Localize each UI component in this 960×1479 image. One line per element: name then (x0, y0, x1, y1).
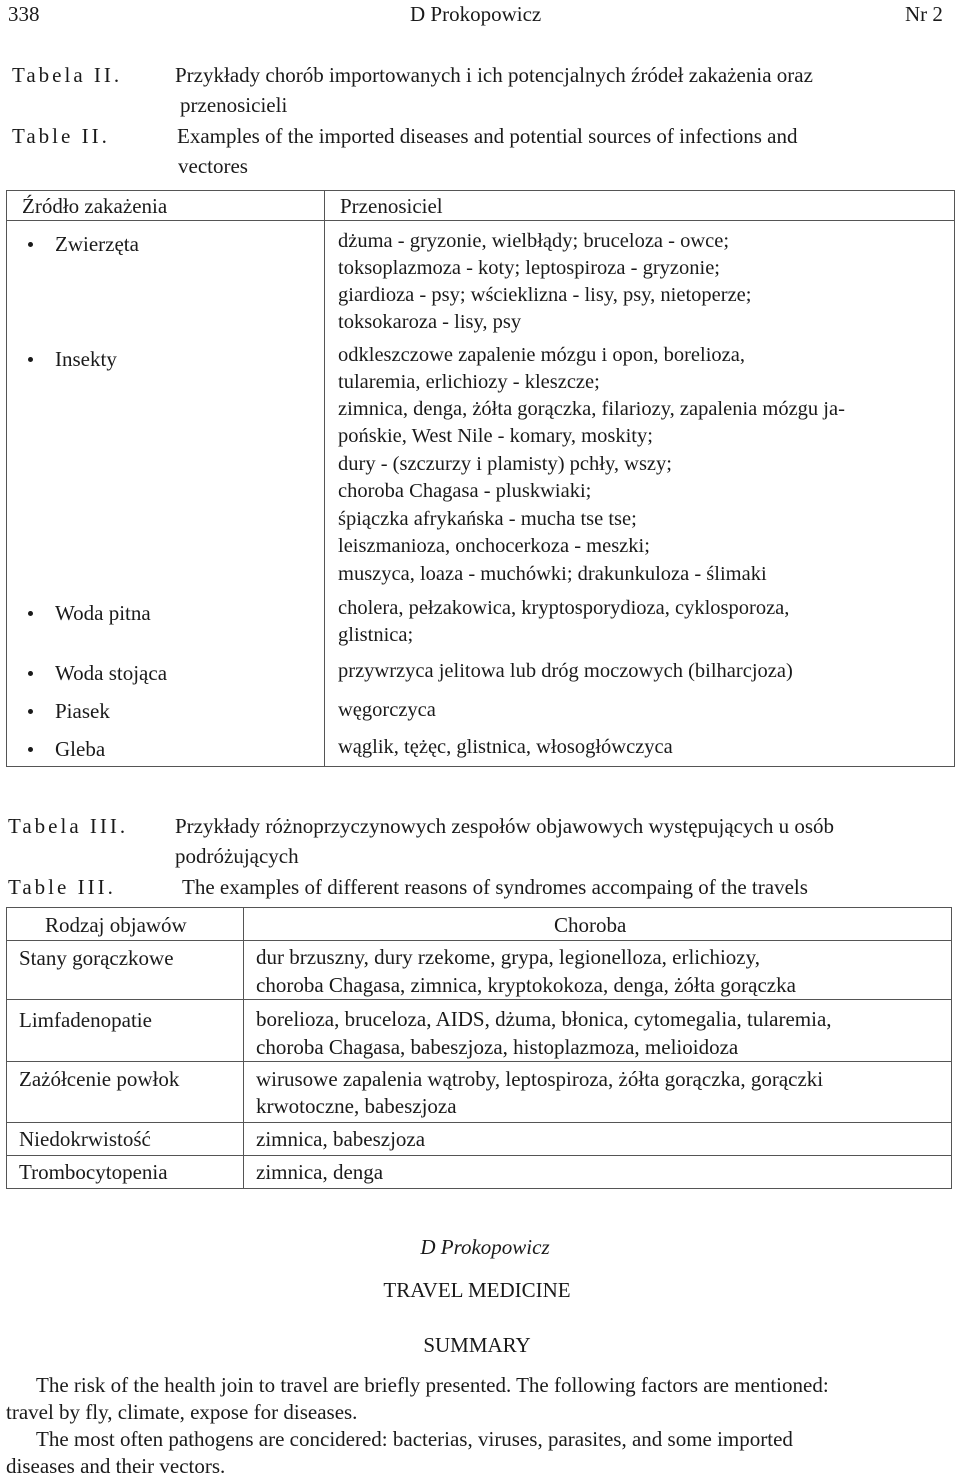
table2-vector-line: przywrzyca jelitowa lub dróg moczowych (bilharcjoza) (338, 660, 793, 682)
summary-line3: The most often pathogens are concidered: bacterias, viruses, parasites, and some imported (36, 1427, 793, 1451)
table2-vector-line: odkleszczowe zapalenie mózgu i opon, borelioza, (338, 344, 745, 366)
table3-header-symptom: Rodzaj objawów (45, 913, 187, 937)
table3-header-disease: Choroba (554, 913, 627, 937)
summary-line4: diseases and their vectors. (6, 1454, 226, 1478)
table2-vector-line: śpiączka afrykańska - mucha tse tse; (338, 508, 637, 530)
table2-source-zwierzeta: Zwierzęta (28, 232, 139, 257)
table2-vector-line: dury - (szczurzy i plamisty) pchły, wszy; (338, 453, 672, 475)
table3-disease-line: choroba Chagasa, babeszjoza, histoplazmoza, melioidoza (256, 1035, 739, 1059)
table3-symptom: Stany gorączkowe (19, 946, 174, 970)
table2-caption-pl-line2: przenosicieli (180, 93, 288, 117)
table3-disease-line: borelioza, bruceloza, AIDS, dżuma, błonica, cytomegalia, tularemia, (256, 1007, 832, 1031)
running-head-author: D Prokopowicz (410, 2, 542, 26)
table2-source-woda-stojaca: Woda stojąca (28, 661, 167, 686)
summary-line1: The risk of the health join to travel are briefly presented. The following factors are mentioned: (36, 1373, 829, 1397)
table3-disease-line: choroba Chagasa, zimnica, kryptokokoza, denga, żółta gorączka (256, 973, 796, 997)
table3-symptom: Limfadenopatie (19, 1008, 152, 1032)
table2-vector-line: węgorczyca (338, 699, 436, 721)
table2-vector-line: giardioza - psy; wścieklizna - lisy, psy, nietoperze; (338, 284, 752, 306)
table2-vector-line: leiszmanioza, onchocerkoza - meszki; (338, 535, 650, 557)
summary-title: TRAVEL MEDICINE (383, 1278, 571, 1302)
table2-caption-en-line1: Examples of the imported diseases and potential sources of infections and (177, 124, 798, 148)
table2-caption-en-line2: vectores (178, 154, 248, 178)
page-number: 338 (8, 2, 40, 26)
table3-disease-line: zimnica, babeszjoza (256, 1127, 426, 1151)
table2-vector-line: zimnica, denga, żółta gorączka, filariozy, zapalenia mózgu ja- (338, 398, 845, 420)
table2-vector-line: glistnica; (338, 624, 414, 646)
table3-symptom: Niedokrwistość (19, 1127, 151, 1151)
table2-vector-line: cholera, pełzakowica, kryptosporydioza, cyklosporoza, (338, 597, 790, 619)
table2-source-piasek: Piasek (28, 699, 110, 724)
table2-caption-pl-line1: Przykłady chorób importowanych i ich potencjalnych źródeł zakażenia oraz (175, 63, 813, 87)
table3-disease-line: zimnica, denga (256, 1160, 384, 1184)
bullet-icon (28, 747, 33, 752)
bullet-icon (28, 611, 33, 616)
table3-caption-en-label: Table III. (8, 875, 116, 899)
table3-symptom: Trombocytopenia (19, 1160, 168, 1184)
table3-caption-pl-line1: Przykłady różnoprzyczynowych zespołów objawowych występujących u osób (175, 814, 834, 838)
table2-vector-line: toksokaroza - lisy, psy (338, 311, 522, 333)
table2-source-insekty: Insekty (28, 347, 117, 372)
table2-source-woda-pitna: Woda pitna (28, 601, 151, 626)
table2-vector-line: pońskie, West Nile - komary, moskity; (338, 425, 653, 447)
table3-disease-line: wirusowe zapalenia wątroby, leptospiroza, żółta gorączka, gorączki (256, 1067, 824, 1091)
table2-vector-line: choroba Chagasa - pluskwiaki; (338, 480, 592, 502)
bullet-icon (28, 357, 33, 362)
bullet-icon (28, 242, 33, 247)
table3-caption-en-line1: The examples of different reasons of syndromes accompaing of the travels (182, 875, 808, 899)
table2-vector-line: muszyca, loaza - muchówki; drakunkuloza - ślimaki (338, 563, 767, 585)
table2-caption-pl-label: Tabela II. (12, 63, 123, 87)
summary-heading: SUMMARY (423, 1333, 531, 1357)
table2-caption-en-label: Table II. (12, 124, 110, 148)
table3-disease-line: dur brzuszny, dury rzekome, grypa, legionelloza, erlichiozy, (256, 945, 760, 969)
table3-caption-pl-line2: podróżujących (175, 844, 299, 868)
table3-disease-line: krwotoczne, babeszjoza (256, 1094, 457, 1118)
summary-line2: travel by fly, climate, expose for diseases. (6, 1400, 358, 1424)
table2-header-source: Źródło zakażenia (22, 194, 168, 218)
issue-number: Nr 2 (905, 2, 943, 26)
table2-vector-line: toksoplazmoza - koty; leptospiroza - gryzonie; (338, 257, 720, 279)
table2-vector-line: wąglik, tężęc, glistnica, włosogłówczyca (338, 736, 673, 758)
table2-header-vector: Przenosiciel (340, 194, 443, 218)
table2-vector-line: dżuma - gryzonie, wielbłądy; bruceloza - owce; (338, 230, 730, 252)
table3-symptom: Zażółcenie powłok (19, 1067, 180, 1091)
table3-caption-pl-label: Tabela III. (8, 814, 129, 838)
table2-vector-line: tularemia, erlichiozy - kleszcze; (338, 371, 600, 393)
summary-author: D Prokopowicz (420, 1235, 550, 1259)
bullet-icon (28, 671, 33, 676)
table2-source-gleba: Gleba (28, 737, 105, 762)
bullet-icon (28, 709, 33, 714)
